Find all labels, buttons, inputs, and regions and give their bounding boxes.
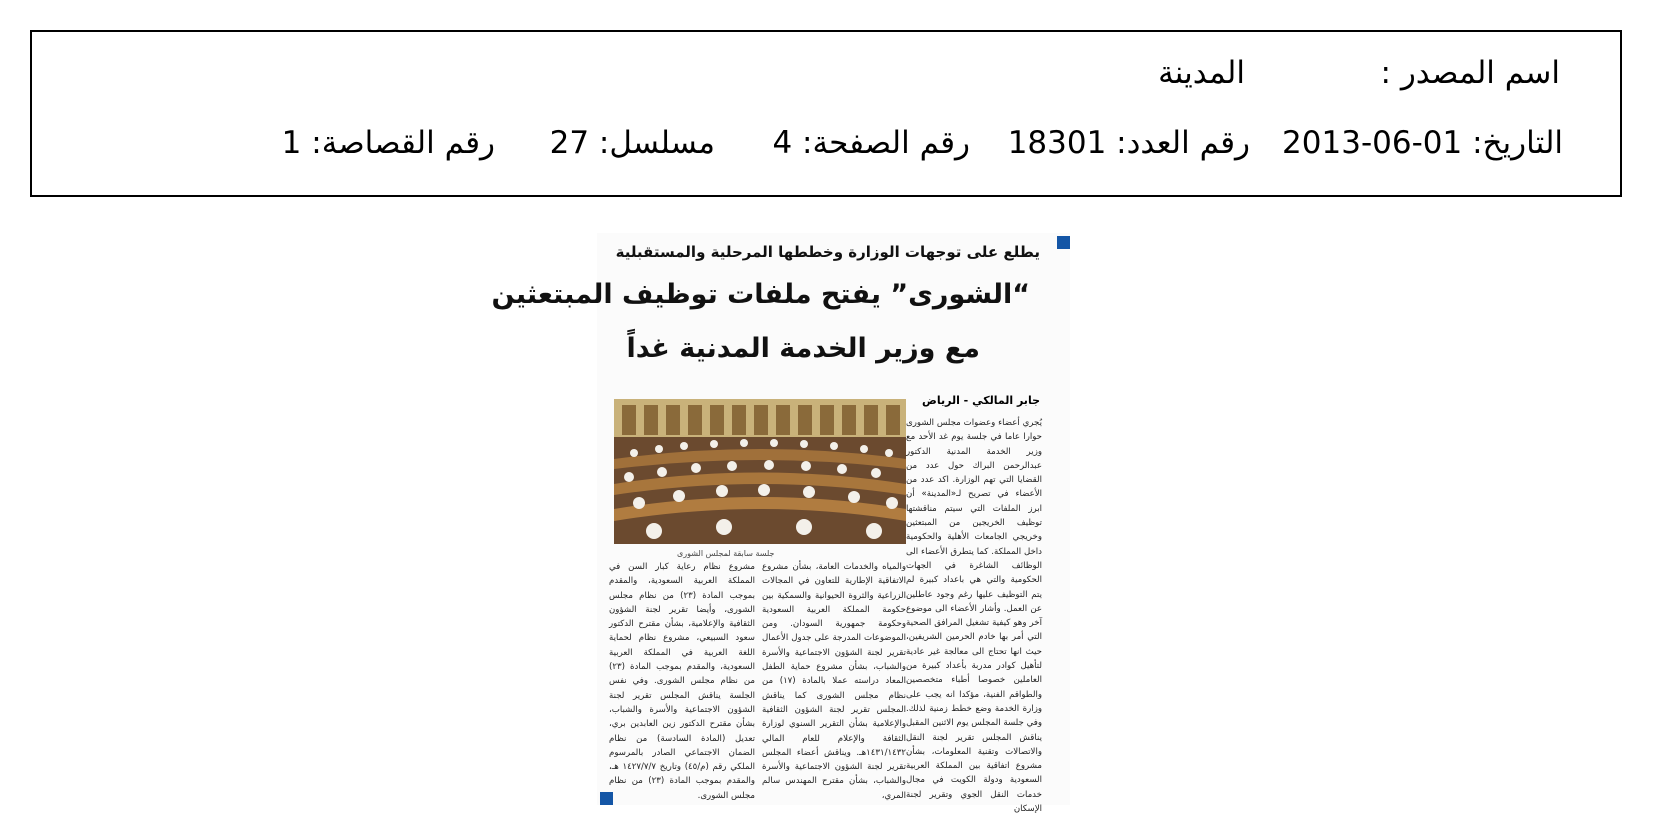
article-headline-line2: مع وزير الخدمة المدنية غداً xyxy=(626,333,980,364)
page-number-field: رقم الصفحة: 4 xyxy=(772,125,970,161)
newspaper-clipping xyxy=(491,233,1070,815)
article-kicker: يطلع على توجهات الوزارة وخططها المرحلية والمستقبلية xyxy=(615,243,1040,261)
issue-number-field: رقم العدد: 18301 xyxy=(1007,125,1250,161)
clipping-metadata-box xyxy=(30,30,1622,197)
photo-caption: جلسة سابقة لمجلس الشورى xyxy=(677,549,775,558)
source-label: اسم المصدر : xyxy=(1380,55,1560,91)
date-field: التاريخ: 01-06-2013 xyxy=(1282,125,1563,161)
article-column-right: يُجري أعضاء وعضوات مجلس الشورى حوارا عاما في جلسة يوم غد الأحد مع وزير الخدمة المدنية الدكتور عبدالرحمن البراك حول عدد من القضايا التي تهم الوزارة. اكد عدد من الأعضاء في تصريح لـ«المدينة» أن ابرز الملفات التي سيتم مناقشتها توظيف الخريجين من المبتعثين وخريجي الجامعات الأهلية والحكومية داخل المملكة. كما يتطرق الأعضاء الى الوظائف الشاغرة في الجهات الحكومية والتي هي باعداد كبيرة لم يتم التوظيف عليها رغم وجود عاطلين عن العمل. وأشار الأعضاء الى موضوع آخر وهو كيفية تشغيل المرافق الصحية التي أمر بها خادم الحرمين الشريفين، حيث انها تحتاج الى معالجة غير عادية لتأهيل كوادر مدربة بأعداد كبيرة من العاملين خصوصا أطباء متخصصين والطواقم الفنية، مؤكدا انه يجب على وزارة الخدمة وضع خطط زمنية لذلك. وفي جلسة المجلس يوم الاثنين المقبل يناقش المجلس تقرير لجنة النقل والاتصالات وتقنية المعلومات، بشأن مشروع اتفاقية بين المملكة العربية السعودية ودولة الكويت في مجال خدمات النقل الجوي وتقرير لجنة الإسكان xyxy=(906,418,1042,815)
article-byline: جابر المالكي - الرياض xyxy=(922,394,1040,407)
source-value: المدينة xyxy=(1158,55,1245,91)
article-column-left: مشروع نظام رعاية كبار السن في المملكة العربية السعودية، والمقدم بموجب المادة (٢٣) من نظام مجلس الشورى، وأيضا تقرير لجنة الشؤون الثقافية والإعلامية، بشأن مقترح الدكتور سعود السبيعي، مشروع نظام لحماية اللغة العربية في المملكة العربية السعودية، والمقدم بموجب المادة (٢٣) من نظام مجلس الشورى. وفي نفس الجلسة يناقش المجلس تقرير لجنة الشؤون الاجتماعية والأسرة والشباب، بشأن مقترح الدكتور زين العابدين بري، تعديل (المادة السادسة) من نظام الضمان الاجتماعي الصادر بالمرسوم الملكي رقم (م/٤٥) وتاريخ ١٤٢٧/٧/٧ هـ، والمقدم بموجب المادة (٢٣) من نظام مجلس الشورى. xyxy=(609,562,756,801)
article-photo xyxy=(614,399,906,544)
corner-marker xyxy=(1057,236,1070,249)
council-chamber-image xyxy=(614,399,906,544)
clip-number-field: رقم القصاصة: 1 xyxy=(281,125,495,161)
serial-field: مسلسل: 27 xyxy=(549,125,715,161)
article-headline-line1: “الشورى” يفتح ملفات توظيف المبتعثين xyxy=(491,279,1030,310)
article-column-middle: والمياه والخدمات العامة، بشأن مشروع الاتفاقية الإطارية للتعاون في المجالات الزراعية والثروة الحيوانية والسمكية بين حكومة المملكة العربية السعودية وحكومة جمهورية السودان. ومن الموضوعات المدرجة على جدول الأعمال تقرير لجنة الشؤون الاجتماعية والأسرة والشباب، بشأن مشروع حماية الطفل المعاد دراسته عملا بالمادة (١٧) من نظام مجلس الشورى كما يناقش المجلس تقرير لجنة الشؤون الثقافية والإعلامية بشأن التقرير السنوي لوزارة الثقافة والإعلام للعام المالي ١٤٣١/١٤٣٢هـ. ويناقش أعضاء المجلس تقرير لجنة الشؤون الاجتماعية والأسرة والشباب، بشأن مقترح المهندس سالم المري، xyxy=(762,562,906,801)
